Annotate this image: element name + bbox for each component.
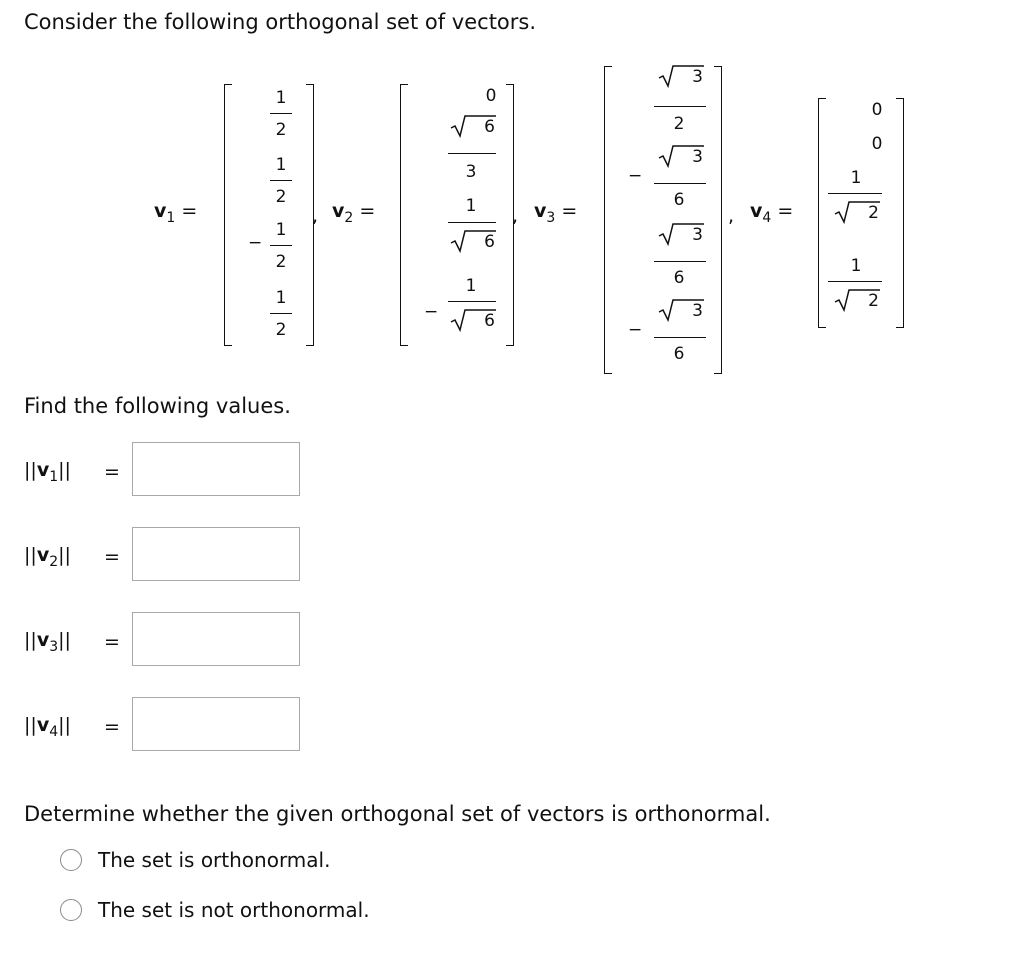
fraction-bar <box>270 113 292 114</box>
equals-sign: = <box>104 461 120 483</box>
fraction-bar <box>448 301 496 302</box>
square-root: 6 <box>450 229 496 253</box>
norm-v1-input[interactable] <box>132 442 300 496</box>
equals-sign: = <box>104 631 120 653</box>
denominator: 2 <box>275 320 287 340</box>
fraction-bar <box>448 222 496 223</box>
left-bracket <box>604 66 612 374</box>
norm-v3-input[interactable] <box>132 612 300 666</box>
denominator: 6 <box>673 268 685 288</box>
denominator: 6 <box>673 344 685 364</box>
fraction-bar <box>828 193 882 194</box>
square-root: 3 <box>658 144 704 168</box>
equals-sign: = <box>104 716 120 738</box>
determine-prompt: Determine whether the given orthogonal set of vectors is orthonormal. <box>24 802 771 826</box>
square-root: 3 <box>658 298 704 322</box>
fraction-bar <box>654 337 706 338</box>
find-prompt: Find the following values. <box>24 394 291 418</box>
numerator: 1 <box>465 276 477 296</box>
denominator: 3 <box>465 162 477 182</box>
vector-label-v2: $v_2$ = <box>332 200 376 226</box>
minus-sign: − <box>628 166 643 186</box>
right-bracket <box>714 66 722 374</box>
denominator: 2 <box>673 114 685 134</box>
entry-value: 0 <box>485 86 497 106</box>
numerator: 1 <box>850 256 862 276</box>
norm-label: $||v_2||$ <box>24 544 71 570</box>
numerator: 1 <box>275 88 287 108</box>
numerator: 1 <box>275 220 287 240</box>
question-intro: Consider the following orthogonal set of vectors. <box>24 10 537 34</box>
left-bracket <box>818 98 826 328</box>
fraction-bar <box>270 313 292 314</box>
fraction-bar <box>654 106 706 107</box>
norm-label: $||v_4||$ <box>24 714 71 740</box>
vector-label-v3: $v_3$ = <box>534 200 578 226</box>
fraction-bar <box>270 180 292 181</box>
square-root: 6 <box>450 308 496 332</box>
square-root: 3 <box>658 222 704 246</box>
radio-button[interactable] <box>60 849 82 871</box>
equals-sign: = <box>104 546 120 568</box>
left-bracket <box>400 84 408 346</box>
numerator: 1 <box>275 155 287 175</box>
minus-sign: − <box>248 233 263 253</box>
vector-label-v4: $v_4$ = <box>750 200 794 226</box>
left-bracket <box>224 84 232 346</box>
numerator: 1 <box>465 196 477 216</box>
fraction-bar <box>270 245 292 246</box>
radio-button[interactable] <box>60 899 82 921</box>
separator-comma: , <box>728 205 735 227</box>
separator-comma: , <box>512 205 519 227</box>
fraction-bar <box>828 281 882 282</box>
minus-sign: − <box>628 320 643 340</box>
fraction-bar <box>448 153 496 154</box>
fraction-bar <box>654 261 706 262</box>
entry-value: 0 <box>871 100 883 120</box>
option-label: The set is orthonormal. <box>98 848 331 872</box>
square-root: 2 <box>834 288 880 312</box>
norm-v4-input[interactable] <box>132 697 300 751</box>
denominator: 2 <box>275 120 287 140</box>
denominator: 6 <box>673 190 685 210</box>
separator-comma: , <box>312 205 319 227</box>
right-bracket <box>896 98 904 328</box>
square-root: 3 <box>658 64 704 88</box>
entry-value: 0 <box>871 134 883 154</box>
norm-label: $||v_3||$ <box>24 629 71 655</box>
numerator: 1 <box>275 288 287 308</box>
fraction-bar <box>654 183 706 184</box>
minus-sign: − <box>424 302 439 322</box>
square-root: 6 <box>450 114 496 138</box>
option-not-orthonormal[interactable] <box>60 897 370 923</box>
denominator: 2 <box>275 252 287 272</box>
denominator: 2 <box>275 187 287 207</box>
vector-label-v1: $v_1$ = <box>154 200 198 226</box>
numerator: 1 <box>850 168 862 188</box>
norm-v2-input[interactable] <box>132 527 300 581</box>
norm-label: $||v_1||$ <box>24 459 71 485</box>
option-orthonormal[interactable] <box>60 847 330 873</box>
square-root: 2 <box>834 200 880 224</box>
option-label: The set is not orthonormal. <box>98 898 370 922</box>
